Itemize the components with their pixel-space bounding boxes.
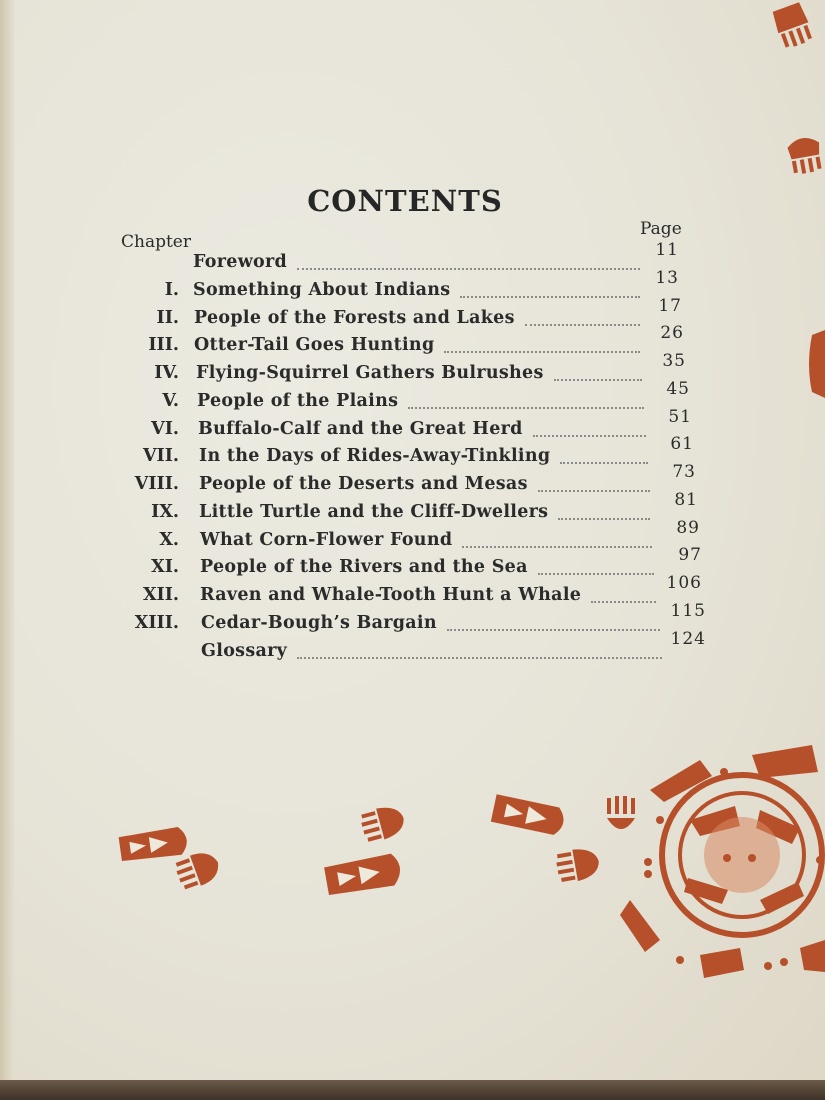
chapter-number: IX. xyxy=(151,501,179,522)
footprint-motif-icon xyxy=(324,853,403,897)
arrow-motif-icon xyxy=(809,330,825,398)
chapter-title: Buffalo-Calf and the Great Herd xyxy=(198,418,523,439)
chapter-number: V. xyxy=(162,390,179,411)
paw-motif-icon xyxy=(771,2,815,51)
page-number: 13 xyxy=(655,267,679,288)
page-number: 11 xyxy=(655,240,679,260)
chapter-number: IV. xyxy=(154,363,179,383)
page-title: CONTENTS xyxy=(307,184,503,218)
chapter-title: People of the Forests and Lakes xyxy=(194,307,515,328)
chapter-title: People of the Rivers and the Sea xyxy=(200,557,528,578)
chapter-number: VI. xyxy=(151,418,179,439)
chapter-title: In the Days of Rides-Away-Tinkling xyxy=(199,446,551,467)
chapter-number: X. xyxy=(159,529,179,550)
page-number: 97 xyxy=(678,545,702,566)
page-number: 106 xyxy=(666,573,702,593)
chapter-title: Foreword xyxy=(193,252,288,272)
chapter-title: Raven and Whale-Tooth Hunt a Whale xyxy=(200,585,582,605)
chapter-number: VIII. xyxy=(134,474,179,494)
footprint-motif-icon xyxy=(118,826,188,863)
chapter-title: Something About Indians xyxy=(193,279,451,300)
paw-motif-icon xyxy=(555,845,602,884)
page-number: 51 xyxy=(668,406,692,427)
chapter-number: I. xyxy=(164,279,179,300)
chapter-number: XIII. xyxy=(134,612,179,633)
chapter-number: VII. xyxy=(142,446,179,467)
page-column-header: Page xyxy=(640,219,682,239)
chapter-title: Glossary xyxy=(201,640,288,661)
paw-motif-icon xyxy=(607,796,635,829)
chapter-number: XI. xyxy=(151,557,179,578)
paw-motif-icon xyxy=(359,802,408,844)
footprint-motif-icon xyxy=(491,794,566,836)
page-number: 115 xyxy=(670,600,706,621)
chapter-title: People of the Deserts and Mesas xyxy=(199,474,528,494)
chapter-title: Little Turtle and the Cliff-Dwellers xyxy=(199,501,549,522)
chapter-title: People of the Plains xyxy=(197,390,399,411)
chapter-number: II. xyxy=(156,307,179,328)
table-surface-edge xyxy=(0,1080,825,1100)
page-number: 61 xyxy=(670,434,694,455)
page-number: 26 xyxy=(660,323,684,344)
turtle-motif-icon xyxy=(620,745,825,978)
page-number: 81 xyxy=(674,489,698,510)
chapter-title: Flying-Squirrel Gathers Bulrushes xyxy=(196,363,544,383)
page-number: 17 xyxy=(658,295,682,316)
chapter-number: III. xyxy=(148,335,179,356)
paw-motif-icon xyxy=(786,135,824,175)
page-number: 124 xyxy=(670,628,706,649)
chapter-title: Otter-Tail Goes Hunting xyxy=(194,335,435,356)
chapter-column-header: Chapter xyxy=(121,232,191,252)
chapter-number: XII. xyxy=(142,585,179,605)
page-number: 89 xyxy=(676,517,700,538)
chapter-title: Cedar-Bough’s Bargain xyxy=(201,612,437,633)
chapter-title: What Corn-Flower Found xyxy=(200,529,453,550)
page-number: 45 xyxy=(666,378,690,399)
page-number: 73 xyxy=(672,462,696,482)
page-number: 35 xyxy=(662,351,686,371)
